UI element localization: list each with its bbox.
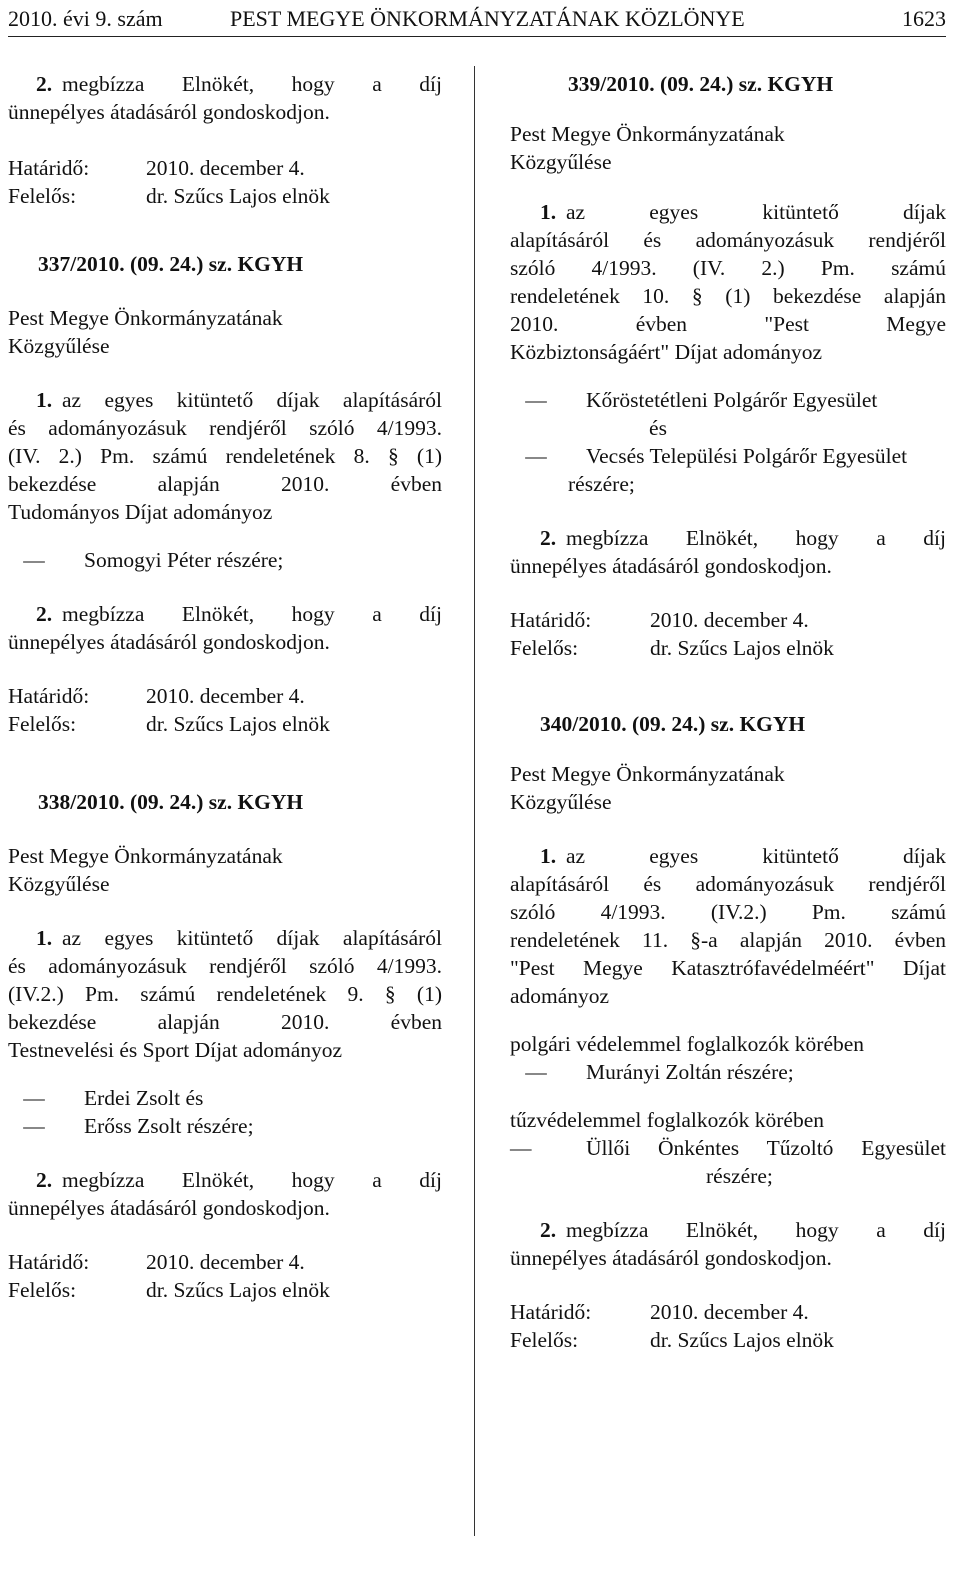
decision-1: 1. az egyes kitüntető díjak	[540, 844, 946, 868]
group-label: polgári védelemmel foglalkozók körében	[510, 1032, 865, 1056]
body-name: Pest Megye Önkormányzatának	[8, 844, 283, 868]
decision-2: 2. megbízza Elnökét, hogy a díj	[540, 526, 946, 550]
journal-title: PEST MEGYE ÖNKORMÁNYZATÁNAK KÖZLÖNYE	[230, 6, 745, 31]
issue-label: 2010. évi 9. szám	[8, 6, 163, 31]
recipient-item: — Vecsés Települési Polgárőr Egyesület	[525, 444, 908, 468]
recipient-item: — Erdei Zsolt és	[23, 1086, 204, 1110]
resolution-338-title: 338/2010. (09. 24.) sz. KGYH	[38, 790, 304, 814]
resolution-340-title: 340/2010. (09. 24.) sz. KGYH	[540, 712, 806, 736]
decision-1: 1. az egyes kitüntető díjak alapításáról	[36, 388, 442, 412]
group-label: tűzvédelemmel foglalkozók körében	[510, 1108, 825, 1132]
responsible-row: Felelős: dr. Szűcs Lajos elnök	[510, 636, 834, 660]
decision-2: 2. megbízza Elnökét, hogy a díj	[36, 602, 442, 626]
resolution-337-title: 337/2010. (09. 24.) sz. KGYH	[38, 252, 304, 276]
body-name: Pest Megye Önkormányzatának	[510, 122, 785, 146]
page-number: 1623	[902, 6, 946, 31]
decision-1: 1. az egyes kitüntető díjak alapításáról	[36, 926, 442, 950]
decision-1: 1. az egyes kitüntető díjak	[540, 200, 946, 224]
page-header	[8, 6, 946, 37]
deadline-row: Határidő: 2010. december 4.	[8, 156, 305, 180]
resolution-339-title: 339/2010. (09. 24.) sz. KGYH	[568, 72, 834, 96]
responsible-row: Felelős: dr. Szűcs Lajos elnök	[8, 1278, 330, 1302]
recipient-item: — Somogyi Péter részére;	[23, 548, 284, 572]
body-name-2: Közgyűlése	[8, 872, 110, 896]
recipient-item: — Erőss Zsolt részére;	[23, 1114, 254, 1138]
decision-2: 2. megbízza Elnökét, hogy a díj	[540, 1218, 946, 1242]
body-name: Pest Megye Önkormányzatának	[510, 762, 785, 786]
body-name-2: Közgyűlése	[510, 150, 612, 174]
deadline-row: Határidő: 2010. december 4.	[8, 684, 305, 708]
responsible-row: Felelős: dr. Szűcs Lajos elnök	[8, 184, 330, 208]
recipient-item: — Kőröstetétleni Polgárőr Egyesület	[525, 388, 878, 412]
top-item-2: 2. megbízza Elnökét, hogy a díj ünnepélyes átadásáról gondoskodjon.	[8, 72, 442, 124]
responsible-row: Felelős: dr. Szűcs Lajos elnök	[510, 1328, 834, 1352]
body-name-2: Közgyűlése	[510, 790, 612, 814]
body-name-2: Közgyűlése	[8, 334, 110, 358]
recipient-item: — Murányi Zoltán részére;	[525, 1060, 794, 1084]
column-divider	[474, 66, 475, 1536]
deadline-row: Határidő: 2010. december 4.	[8, 1250, 305, 1274]
responsible-row: Felelős: dr. Szűcs Lajos elnök	[8, 712, 330, 736]
right-column: 339/2010. (09. 24.) sz. KGYH Pest Megye Önkormányzatának Közgyűlése 1. az egyes kitüntető díjak alapításáról és adományozásuk rendjéről szóló 4/1993. (IV. 2.) Pm. számú rendeletének 10. § (1) bekezdése alapján 2010. évben "Pest Megye Közbiztonságáért" Díjat adományoz — Kőröstetétleni Polgárőr Egyesület és — Vecsés Települési Polgárőr Egyesület részére; 2. megbízza Elnökét, hogy a díj ünnepélyes átadásáról gondoskodjon. Határidő: 2010. december 4. Felelős: dr. Szűcs Lajos elnök 340/2010. (09. 24.) sz. KGYH Pest Megye Önkormányzatának Közgyűlése 1. az egyes kitüntető díjak alapításáról és adományozásuk rendjéről szóló 4/1993. (IV.2.) Pm. számú rendeletének 11. §-a alapján 2010. évben "Pest Megye Katasztrófavédelméért" Díjat adományoz polgári védelemmel foglalkozók körében — Murányi Zoltán részére; tűzvédelemmel foglalkozók körében — Üllői Önkéntes Tűzoltó Egyesület részére; 2. megbízza Elnökét, hogy a díj ünnepélyes átadásáról gondoskodjon. Határidő: 2010. december 4. Felelős: dr. Szűcs Lajos elnök	[510, 72, 946, 1352]
recipient-item: — Üllői Önkéntes Tűzoltó Egyesület	[510, 1136, 946, 1160]
deadline-row: Határidő: 2010. december 4.	[510, 1300, 809, 1324]
left-column: 2. megbízza Elnökét, hogy a díj ünnepélyes átadásáról gondoskodjon. Határidő: 2010. december 4. Felelős: dr. Szűcs Lajos elnök 337/2010. (09. 24.) sz. KGYH Pest Megye Önkormányzatának Közgyűlése 1. az egyes kitüntető díjak alapításáról és adományozásuk rendjéről szóló 4/1993. (IV. 2.) Pm. számú rendeletének 8. § (1) bekezdése alapján 2010. évben Tudományos Díjat adományoz — Somogyi Péter részére; 2. megbízza Elnökét, hogy a díj ünnepélyes átadásáról gondoskodjon. Határidő: 2010. december 4. Felelős: dr. Szűcs Lajos elnök 338/2010. (09. 24.) sz. KGYH Pest Megye Önkormányzatának Közgyűlése 1. az egyes kitüntető díjak alapításáról és adományozásuk rendjéről szóló 4/1993. (IV.2.) Pm. számú rendeletének 9. § (1) bekezdése alapján 2010. évben Testnevelési és Sport Díjat adományoz — Erdei Zsolt és — Erőss Zsolt részére; 2. megbízza Elnökét, hogy a díj ünnepélyes átadásáról gondoskodjon. Határidő: 2010. december 4. Felelős: dr. Szűcs Lajos elnök	[8, 72, 442, 1302]
body-name: Pest Megye Önkormányzatának	[8, 306, 283, 330]
deadline-row: Határidő: 2010. december 4.	[510, 608, 809, 632]
decision-2: 2. megbízza Elnökét, hogy a díj	[36, 1168, 442, 1192]
